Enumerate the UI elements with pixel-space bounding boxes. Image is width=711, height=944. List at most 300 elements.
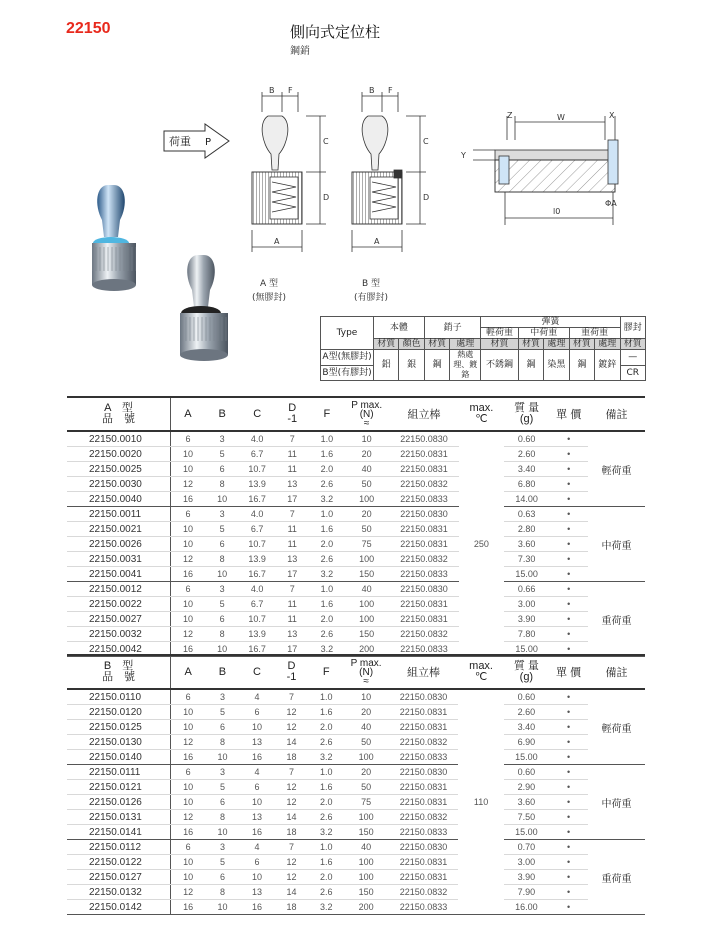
cell: 14: [274, 810, 309, 825]
cell: 12: [171, 810, 206, 825]
pin-photo-dark: [180, 255, 228, 361]
type-b-name: B 型: [362, 279, 381, 289]
cell: 22150.0831: [389, 537, 459, 552]
cell: 13.9: [239, 477, 275, 492]
cell: 10: [205, 900, 240, 915]
price-dot: •: [549, 765, 588, 780]
svg-text:ΦA: ΦA: [605, 199, 617, 208]
cell: 10: [170, 522, 204, 537]
part-number: 22150.0120: [67, 705, 171, 720]
cell: 3.2: [309, 900, 344, 915]
price-dot: •: [549, 462, 588, 477]
cell: 22150.0833: [389, 900, 459, 915]
svg-text:l0: l0: [553, 207, 561, 216]
cell: 6: [205, 612, 239, 627]
part-number: 22150.0027: [67, 612, 170, 627]
load-note: 輕荷重: [588, 431, 645, 507]
cell: 13.9: [239, 552, 275, 567]
cell: 12: [170, 552, 204, 567]
type-b-table: B 型 品 號 A B C D -1 F P max. (N) ≈ 組立棒 max. ℃ 質 量 (g) 單 價 備註 22150.0110 6 3 4 7 1.0 10 22150.0830 110 0.60 • 輕荷重 22150.0120 10 5 6 12 1.6 20 22150.0831 2.60 • 22150.0125 10 6 10 12 2.0 40 22150.0831 3.40 • 22150.0130 12 8 13 14 2.6 50 22150.0832 6.90 • 22150.0140 16 10 16 18 3.2 100 22150.0833 15.00 • 22150.0111 6 3 4 7 1.0 20 22150.0830 0.60 • 中荷重 22150.0121 10 5 6 12 1.6 50 22150.0831 2.90 • 22150.0126 10 6 10 12 2.0 75 22150.0831 3.60 • 22150.0131 12 8 13 14 2.6 100 22150.0832 7.50 • 22150.0141 16 10 16 18 3.2 150 22150.0833 15.00 • 22150.0112 6 3 4 7 1.0 40 22150.0830 0.70 • 重荷重 22150.0122 10 5 6 12 1.6 100 22150.0831 3.00 • 22150.0127 10 6 10 12 2.0 100 22150.0831 3.90 • 22150.0132 12 8 13 14 2.6 150 22150.0832 7.90 • 22150.0142 16 10 16 18 3.2 200 22150.0833 16.00 •: [67, 654, 645, 915]
cell: 2.6: [309, 552, 344, 567]
cell: 13.9: [239, 627, 275, 642]
weight: 14.00: [504, 492, 549, 507]
cell: 17: [275, 642, 309, 657]
weight: 0.63: [504, 507, 549, 522]
cell: 100: [344, 492, 389, 507]
cell: 4.0: [239, 582, 275, 597]
weight: 7.30: [504, 552, 549, 567]
price-dot: •: [549, 522, 588, 537]
cell: 150: [344, 567, 389, 582]
cell: 10: [205, 567, 239, 582]
weight: 7.90: [504, 885, 549, 900]
cell: 10: [170, 447, 204, 462]
table-row: [67, 431, 645, 447]
cell: 22150.0831: [389, 462, 459, 477]
weight: 3.60: [504, 795, 549, 810]
part-number: 22150.0011: [67, 507, 170, 522]
table-row: [67, 612, 645, 627]
price-dot: •: [549, 825, 588, 840]
cell: 6.7: [239, 597, 275, 612]
cell: 1.6: [309, 597, 344, 612]
cell: 20: [344, 705, 389, 720]
price-dot: •: [549, 447, 588, 462]
cell: 2.0: [309, 795, 344, 810]
cell: 17: [275, 492, 309, 507]
cell: 22150.0833: [389, 825, 459, 840]
table-row: [67, 870, 645, 885]
part-number: 22150.0121: [67, 780, 171, 795]
cell: 10.7: [239, 462, 275, 477]
cell: 22150.0832: [389, 885, 459, 900]
cell: 3.2: [309, 567, 344, 582]
weight: 0.60: [504, 689, 549, 705]
cell: 8: [205, 477, 239, 492]
cell: 22150.0830: [389, 840, 459, 855]
cell: 13: [240, 885, 275, 900]
weight: 2.90: [504, 780, 549, 795]
cell: 50: [344, 735, 389, 750]
table-row: [67, 689, 645, 705]
cell: 22150.0830: [389, 689, 459, 705]
load-label: 荷重: [169, 135, 191, 148]
table-row: [67, 735, 645, 750]
cell: 22150.0831: [389, 522, 459, 537]
part-number: 22150.0030: [67, 477, 170, 492]
cell: 10: [171, 705, 206, 720]
cell: 2.6: [309, 885, 344, 900]
weight: 16.00: [504, 900, 549, 915]
cell: 6: [171, 765, 206, 780]
svg-text:C: C: [423, 137, 429, 146]
cell: 1.0: [309, 507, 344, 522]
cell: 1.0: [309, 840, 344, 855]
table-row: [67, 597, 645, 612]
part-number: 22150.0111: [67, 765, 171, 780]
cell: 10: [171, 720, 206, 735]
weight: 2.60: [504, 447, 549, 462]
cell: 8: [205, 810, 240, 825]
cell: 22150.0831: [389, 720, 459, 735]
cell: 16: [171, 900, 206, 915]
cell: 11: [275, 597, 309, 612]
load-note: 重荷重: [588, 582, 645, 657]
cell: 3: [205, 840, 240, 855]
table-row: [67, 552, 645, 567]
cell: 13: [240, 810, 275, 825]
svg-text:C: C: [323, 137, 329, 146]
cell: 10: [171, 795, 206, 810]
part-number: 22150.0126: [67, 795, 171, 810]
cell: 6: [170, 507, 204, 522]
type-a-table: A 型 品 號 A B C D -1 F P max. (N) ≈ 組立棒 max. ℃ 質 量 (g) 單 價 備註 22150.0010 6 3 4.0 7 1.0 10 22150.0830 250 0.60 • 輕荷重 22150.0020 10 5 6.7 11 1.6 20 22150.0831 2.60 • 22150.0025 10 6 10.7 11 2.0 40 22150.0831 3.40 • 22150.0030 12 8 13.9 13 2.6 50 22150.0832 6.80 • 22150.0040 16 10 16.7 17 3.2 100 22150.0833 14.00 • 22150.0011 6 3 4.0 7 1.0 20 22150.0830 0.63 • 中荷重 22150.0021 10 5 6.7 11 1.6 50 22150.0831 2.80 • 22150.0026 10 6 10.7 11 2.0 75 22150.0831 3.60 • 22150.0031 12 8 13.9 13 2.6 100 22150.0832 7.30 • 22150.0041 16 10 16.7 17 3.2 150 22150.0833 15.00 • 22150.0012 6 3 4.0 7 1.0 40 22150.0830 0.66 • 重荷重 22150.0022 10 5 6.7 11 1.6 100 22150.0831 3.00 • 22150.0027 10 6 10.7 11 2.0 100 22150.0831 3.90 • 22150.0032 12 8 13.9 13 2.6 150 22150.0832 7.80 • 22150.0042 16 10 16.7 17 3.2 200 22150.0833 15.00 •: [67, 396, 645, 657]
cell: 16.7: [239, 492, 275, 507]
cell: 2.6: [309, 735, 344, 750]
table-row: [67, 750, 645, 765]
cell: 22150.0831: [389, 795, 459, 810]
table-row: [67, 885, 645, 900]
cell: 150: [344, 825, 389, 840]
cell: 16: [240, 750, 275, 765]
load-note: 重荷重: [588, 840, 645, 915]
cell: 4: [240, 765, 275, 780]
cell: 3: [205, 431, 239, 447]
cell: 5: [205, 447, 239, 462]
cell: 12: [171, 885, 206, 900]
load-note: 中荷重: [588, 765, 645, 840]
cell: 18: [274, 825, 309, 840]
table-row: [67, 825, 645, 840]
cell: 4: [240, 689, 275, 705]
price-dot: •: [549, 810, 588, 825]
cell: 16: [170, 492, 204, 507]
cell: 12: [170, 627, 204, 642]
part-number: 22150.0142: [67, 900, 171, 915]
price-dot: •: [549, 552, 588, 567]
cell: 12: [171, 735, 206, 750]
weight: 3.40: [504, 462, 549, 477]
cell: 10: [170, 462, 204, 477]
cell: 10: [171, 855, 206, 870]
table-row: [67, 900, 645, 915]
cell: 6: [171, 840, 206, 855]
cell: 14: [274, 885, 309, 900]
svg-text:F: F: [288, 86, 293, 95]
cell: 13: [275, 627, 309, 642]
weight: 7.50: [504, 810, 549, 825]
part-number: 22150.0127: [67, 870, 171, 885]
table-row: [67, 705, 645, 720]
cell: 1.0: [309, 431, 344, 447]
weight: 3.60: [504, 537, 549, 552]
cell: 10: [205, 825, 240, 840]
cell: 3: [205, 507, 239, 522]
svg-text:A: A: [374, 237, 380, 246]
cell: 40: [344, 840, 389, 855]
page-title: 側向式定位柱: [290, 23, 381, 41]
part-number: 22150.0122: [67, 855, 171, 870]
weight: 3.90: [504, 870, 549, 885]
price-dot: •: [549, 780, 588, 795]
cell: 10: [171, 780, 206, 795]
cell: 200: [344, 900, 389, 915]
price-dot: •: [549, 597, 588, 612]
cell: 2.6: [309, 627, 344, 642]
weight: 15.00: [504, 642, 549, 657]
max-temp: 110: [458, 689, 503, 915]
installation-drawing: [455, 110, 645, 230]
table-row: [67, 582, 645, 597]
cell: 10: [171, 870, 206, 885]
load-letter: P: [205, 137, 212, 148]
cell: 50: [344, 522, 389, 537]
cell: 6: [240, 780, 275, 795]
price-dot: •: [549, 612, 588, 627]
table-row: [67, 720, 645, 735]
cell: 10: [205, 750, 240, 765]
weight: 15.00: [504, 567, 549, 582]
table-row: [67, 492, 645, 507]
cell: 100: [344, 597, 389, 612]
type-part-header: A 型 品 號: [67, 397, 170, 431]
cell: 10.7: [239, 537, 275, 552]
part-number: 22150.0020: [67, 447, 170, 462]
cell: 17: [275, 567, 309, 582]
table-row: [67, 567, 645, 582]
cell: 5: [205, 855, 240, 870]
part-number: 22150.0012: [67, 582, 170, 597]
weight: 6.80: [504, 477, 549, 492]
cell: 150: [344, 627, 389, 642]
cell: 6: [240, 705, 275, 720]
part-number: 22150.0021: [67, 522, 170, 537]
cell: 7: [275, 582, 309, 597]
cell: 12: [274, 780, 309, 795]
part-number: 22150.0112: [67, 840, 171, 855]
table-row: [67, 462, 645, 477]
part-number: 22150.0110: [67, 689, 171, 705]
cell: 16: [171, 825, 206, 840]
part-number: 22150.0026: [67, 537, 170, 552]
cell: 1.6: [309, 705, 344, 720]
type-a-name: A 型: [260, 279, 279, 289]
cell: 13: [240, 735, 275, 750]
cell: 10.7: [239, 612, 275, 627]
table-row: [67, 477, 645, 492]
cell: 100: [344, 810, 389, 825]
cell: 3.2: [309, 825, 344, 840]
cell: 150: [344, 885, 389, 900]
cell: 7: [275, 507, 309, 522]
part-number: 22150.0040: [67, 492, 170, 507]
cell: 8: [205, 552, 239, 567]
weight: 3.90: [504, 612, 549, 627]
price-dot: •: [549, 750, 588, 765]
cell: 40: [344, 720, 389, 735]
cell: 11: [275, 447, 309, 462]
cell: 100: [344, 855, 389, 870]
cell: 6: [205, 462, 239, 477]
weight: 2.80: [504, 522, 549, 537]
price-dot: •: [549, 900, 588, 915]
cell: 22150.0831: [389, 780, 459, 795]
cell: 40: [344, 462, 389, 477]
cell: 22150.0830: [389, 507, 459, 522]
cell: 6: [205, 795, 240, 810]
weight: 3.00: [504, 597, 549, 612]
part-number: 22150.0025: [67, 462, 170, 477]
cell: 16.7: [239, 642, 275, 657]
svg-text:F: F: [388, 86, 393, 95]
type-a-desc: (無膠封): [252, 293, 287, 303]
cell: 75: [344, 537, 389, 552]
cell: 11: [275, 522, 309, 537]
price-dot: •: [549, 431, 588, 447]
cell: 6.7: [239, 447, 275, 462]
price-dot: •: [549, 720, 588, 735]
cell: 10: [344, 431, 389, 447]
pin-photo-blue: [92, 185, 136, 291]
cell: 6: [170, 582, 204, 597]
cell: 16.7: [239, 567, 275, 582]
cell: 11: [275, 462, 309, 477]
type-part-header: B 型 品 號: [67, 655, 171, 689]
material-spec-table: Type 本體 銷子 彈簧 膠封 輕荷重 中荷重 重荷重 材質 顏色 材質 處理 材質 材質 處理 材質 處理 材質 A型(無膠封) 鋁 銀 鋼 熱處理、鍍鉻 不銹鋼 鋼 染黑 鋼 鍍鋅 — B型(有膠封) CR: [320, 316, 646, 381]
cell: 16: [240, 900, 275, 915]
load-arrow: [163, 123, 243, 159]
cell: 4: [240, 840, 275, 855]
cell: 10: [205, 492, 239, 507]
cell: 1.0: [309, 765, 344, 780]
price-dot: •: [549, 735, 588, 750]
cell: 1.0: [309, 689, 344, 705]
cell: 10: [170, 612, 204, 627]
cell: 10: [240, 870, 275, 885]
cell: 1.0: [309, 582, 344, 597]
cell: 16: [170, 642, 204, 657]
cell: 20: [344, 765, 389, 780]
cell: 1.6: [309, 522, 344, 537]
cell: 7: [274, 689, 309, 705]
cell: 22150.0833: [389, 567, 459, 582]
cell: 12: [274, 870, 309, 885]
cell: 40: [344, 582, 389, 597]
price-dot: •: [549, 492, 588, 507]
table-row: [67, 627, 645, 642]
cell: 50: [344, 477, 389, 492]
cell: 3.2: [309, 492, 344, 507]
svg-text:B: B: [369, 86, 375, 95]
cell: 3: [205, 689, 240, 705]
page-subtitle: 鋼銷: [290, 46, 310, 57]
svg-text:Z: Z: [507, 111, 513, 120]
cell: 5: [205, 597, 239, 612]
weight: 7.80: [504, 627, 549, 642]
cell: 6.7: [239, 522, 275, 537]
price-dot: •: [549, 840, 588, 855]
part-number: 22150.0022: [67, 597, 170, 612]
cell: 6: [205, 720, 240, 735]
spec-type-label: Type: [321, 317, 374, 350]
cell: 3.2: [309, 642, 344, 657]
cell: 8: [205, 627, 239, 642]
svg-text:D: D: [323, 193, 330, 202]
cell: 22150.0831: [389, 855, 459, 870]
svg-text:B: B: [269, 86, 275, 95]
cell: 6: [170, 431, 204, 447]
cell: 22150.0831: [389, 447, 459, 462]
weight: 3.00: [504, 855, 549, 870]
cell: 13: [275, 552, 309, 567]
load-note: 輕荷重: [588, 689, 645, 765]
cell: 22150.0831: [389, 597, 459, 612]
cell: 11: [275, 537, 309, 552]
cell: 1.6: [309, 780, 344, 795]
cell: 10: [170, 537, 204, 552]
svg-text:Y: Y: [461, 151, 466, 160]
part-number: 22150.0031: [67, 552, 170, 567]
price-dot: •: [549, 689, 588, 705]
price-dot: •: [549, 795, 588, 810]
cell: 100: [344, 750, 389, 765]
cell: 10: [170, 597, 204, 612]
part-number: 22150.0010: [67, 431, 170, 447]
cell: 20: [344, 447, 389, 462]
weight: 0.60: [504, 431, 549, 447]
part-number: 22150.0140: [67, 750, 171, 765]
cell: 7: [274, 840, 309, 855]
cell: 14: [274, 735, 309, 750]
price-dot: •: [549, 477, 588, 492]
cell: 22150.0832: [389, 477, 459, 492]
cell: 2.0: [309, 537, 344, 552]
svg-text:A: A: [274, 237, 280, 246]
part-number: 22150.0032: [67, 627, 170, 642]
cell: 22150.0830: [389, 765, 459, 780]
cell: 2.0: [309, 612, 344, 627]
cell: 100: [344, 870, 389, 885]
part-number: 22150.0130: [67, 735, 171, 750]
svg-text:X: X: [609, 111, 615, 120]
table-row: [67, 840, 645, 855]
cell: 7: [274, 765, 309, 780]
cell: 100: [344, 612, 389, 627]
cell: 20: [344, 507, 389, 522]
cell: 11: [275, 612, 309, 627]
table-row: [67, 810, 645, 825]
price-dot: •: [549, 582, 588, 597]
cell: 2.0: [309, 870, 344, 885]
cell: 2.0: [309, 720, 344, 735]
weight: 3.40: [504, 720, 549, 735]
cell: 8: [205, 735, 240, 750]
cell: 22150.0832: [389, 810, 459, 825]
cell: 10: [240, 795, 275, 810]
cell: 12: [274, 795, 309, 810]
cell: 18: [274, 750, 309, 765]
cell: 2.6: [309, 810, 344, 825]
table-row: [67, 780, 645, 795]
cell: 22150.0833: [389, 642, 459, 657]
cell: 12: [274, 720, 309, 735]
svg-text:D: D: [423, 193, 430, 202]
cell: 6: [205, 537, 239, 552]
cell: 12: [274, 855, 309, 870]
part-number: 22150.0042: [67, 642, 170, 657]
cell: 22150.0831: [389, 612, 459, 627]
table-row: [67, 855, 645, 870]
